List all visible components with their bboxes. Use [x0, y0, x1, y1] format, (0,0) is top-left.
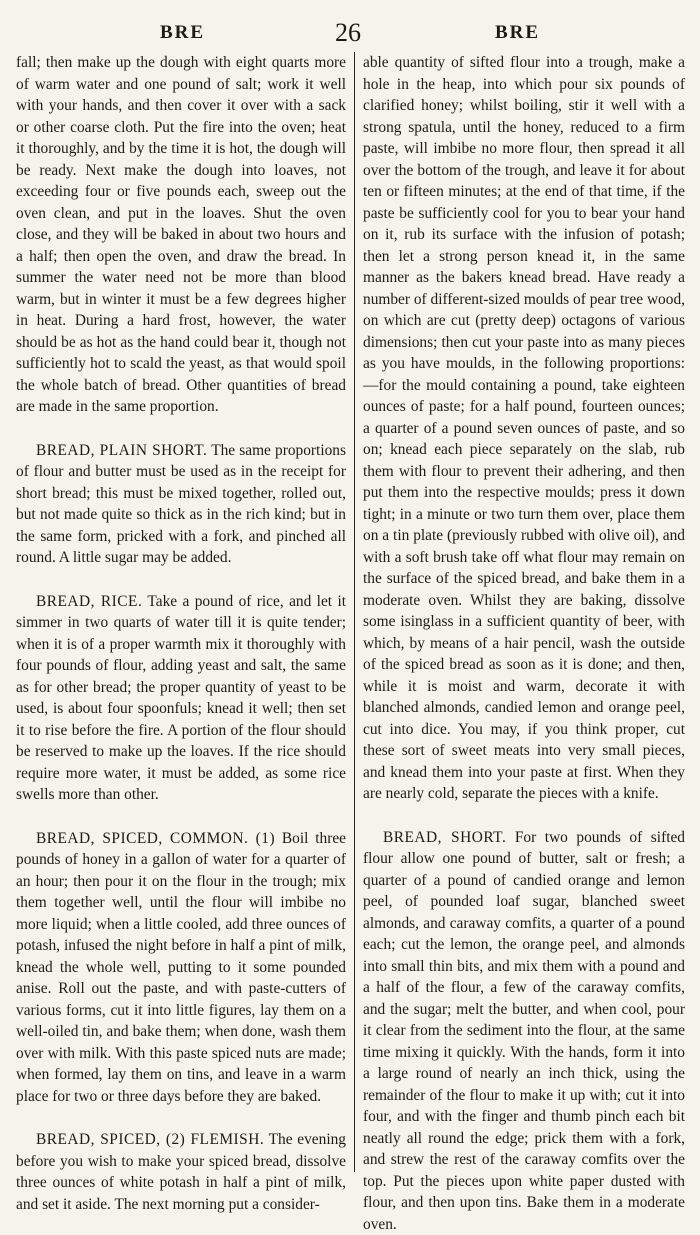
- column-divider: [354, 52, 355, 1172]
- entry-bread-spiced-common: [16, 828, 346, 1108]
- entry-text: For two pounds of sifted flour allow one pound of butter, salt or fresh; a quarter of a pound of candied orange and lemon peel, of pounded loaf sugar, blanched sweet almonds, and caraway comfits, a quarter of a pound each; cut the lemon, the orange peel, and almonds into small thin bits, and mix them with a pound and a half of the flour, a few of the caraway comfits, and the sugar; melt the butter, and when cool, pour it clear from the sediment into the flour, at the same time mixing it quickly. With the hands, form it into a large round of nearly an inch thick, using the remainder of the flour to make it up with; cut it into four, and with the finger and thumb pinch each bit neatly all round the edge; prick them with a fork, and strew the rest of the caraway comfits over the top. Put the pieces upon white paper dusted with flour, and then upon tins. Bake them in a moderate oven.: [363, 829, 685, 1233]
- page-number: 26: [335, 18, 361, 48]
- entry-text: Boil three pounds of honey in a gallon of water for a quarter of an hour; then pour it on the flour in the trough; mix them together well, until the flour will imbibe no more liquid; when a little cooled, add three ounces of potash, infused the night before in half a pint of milk, knead the whole well, putting to it some pounded anise. Roll out the paste, and with paste-cutters of various forms, cut it into little figures, lay them on a well-oiled tin, and bake them; when done, wash them over with milk. With this paste spiced nuts are made; when formed, lay them on tins, and leave in a warm place for two or three days before they are baked.: [16, 830, 346, 1105]
- entry-title: BREAD, RICE.: [36, 593, 142, 610]
- right-column: [363, 52, 685, 1235]
- entry-bread-spiced-flemish: [16, 1129, 346, 1215]
- header-left-word: BRE: [160, 22, 205, 44]
- entry-bread-rice: [16, 591, 346, 806]
- continued-paragraph: able quantity of sifted flour into a trough, make a hole in the heap, into which pour six pounds of clarified honey; whilst boiling, stir it well with a strong spatula, until the honey, reduced to a firm paste, will imbibe no more flour, then spread it all over the bottom of the trough, and leave it for about ten or fifteen minutes; at the end of that time, if the paste be sufficiently cool for you to bear your hand on it, rub its surface with the infusion of potash; then let a strong person knead it, in the same manner as the bakers knead bread. Have ready a number of different-sized moulds of pear tree wood, on which are cut (pretty deep) octagons of various dimensions; then cut your paste into as many pieces as you have moulds, in the following proportions:—for the mould containing a pound, take eighteen ounces of paste; for a half pound, fourteen ounces; a quarter of a pound seven ounces of paste, and so on; knead each piece separately on the slab, rub them with flour to prevent their adhering, and then put them into the respective moulds; press it down tight; in a minute or two turn them over, place them on a tin plate (previously rubbed with olive oil), and with a soft brush take off what flour may remain on the surface of the spiced bread, and bake them in a moderate oven. Whilst they are baking, dissolve some isinglass in a sufficient quantity of beer, with which, by means of a hair pencil, wash the outside of the spiced bread as soon as it is done; and then, while it is moist and warm, decorate it with blanched almonds, candied lemon and orange peel, cut into dice. You may, if you think proper, cut these sort of sweet meats into very small pieces, and knead them into your paste at first. When they are nearly cold, separate the pieces with a knife.: [363, 52, 685, 805]
- entry-title: BREAD, SHORT.: [383, 829, 506, 846]
- entry-bread-plain-short: [16, 440, 346, 569]
- continued-paragraph: fall; then make up the dough with eight quarts more of warm water and one pound of salt; work it well with your hands, and then cover it over with a sack or other coarse cloth. Put the fire into the oven; heat it thoroughly, and by the time it is hot, the dough will be ready. Next make the dough into loaves, not exceeding four or five pounds each, sweep out the oven clean, and put in the loaves. Shut the oven close, and they will be baked in about two hours and a half; then open the oven, and draw the bread. In summer the water need not be more than blood warm, but in winter it must be a few degrees higher in heat. During a hard frost, however, the water should be as hot as the hand could bear it, though not sufficiently hot to scald the yeast, as that would spoil the whole batch of bread. Other quantities of bread are made in the same proportion.: [16, 52, 346, 418]
- entry-title: BREAD, PLAIN SHORT.: [36, 442, 207, 459]
- entry-text: The same proportions of flour and butter must be used as in the receipt for short bread; this must be mixed together, rolled out, but not made quite so thick as in the rich kind; but in the same form, pricked with a fork, and pinched all round. A little sugar may be added.: [16, 442, 346, 567]
- header-right-word: BRE: [495, 22, 540, 44]
- left-column: [16, 52, 346, 1215]
- running-header: [0, 18, 700, 50]
- entry-bread-short: [363, 827, 685, 1235]
- entry-text: The evening before you wish to make your spiced bread, dissolve three ounces of white potash in half a pint of milk, and set it aside. The next morning put a consider-: [16, 1131, 346, 1213]
- entry-title: BREAD, SPICED, COMMON. (1): [36, 830, 275, 847]
- entry-title: BREAD, SPICED, (2) FLEMISH.: [36, 1131, 264, 1148]
- entry-text: Take a pound of rice, and let it simmer in two quarts of water till it is quite tender; when it is of a proper warmth mix it thoroughly with four pounds of flour, adding yeast and salt, the same as for other bread; the proper quantity of yeast to be used, is about four spoonfuls; knead it well; then set it to rise before the fire. A portion of the flour should be reserved to make up the loaves. If the rice should require more water, it must be added, as some rice swells more than other.: [16, 593, 346, 804]
